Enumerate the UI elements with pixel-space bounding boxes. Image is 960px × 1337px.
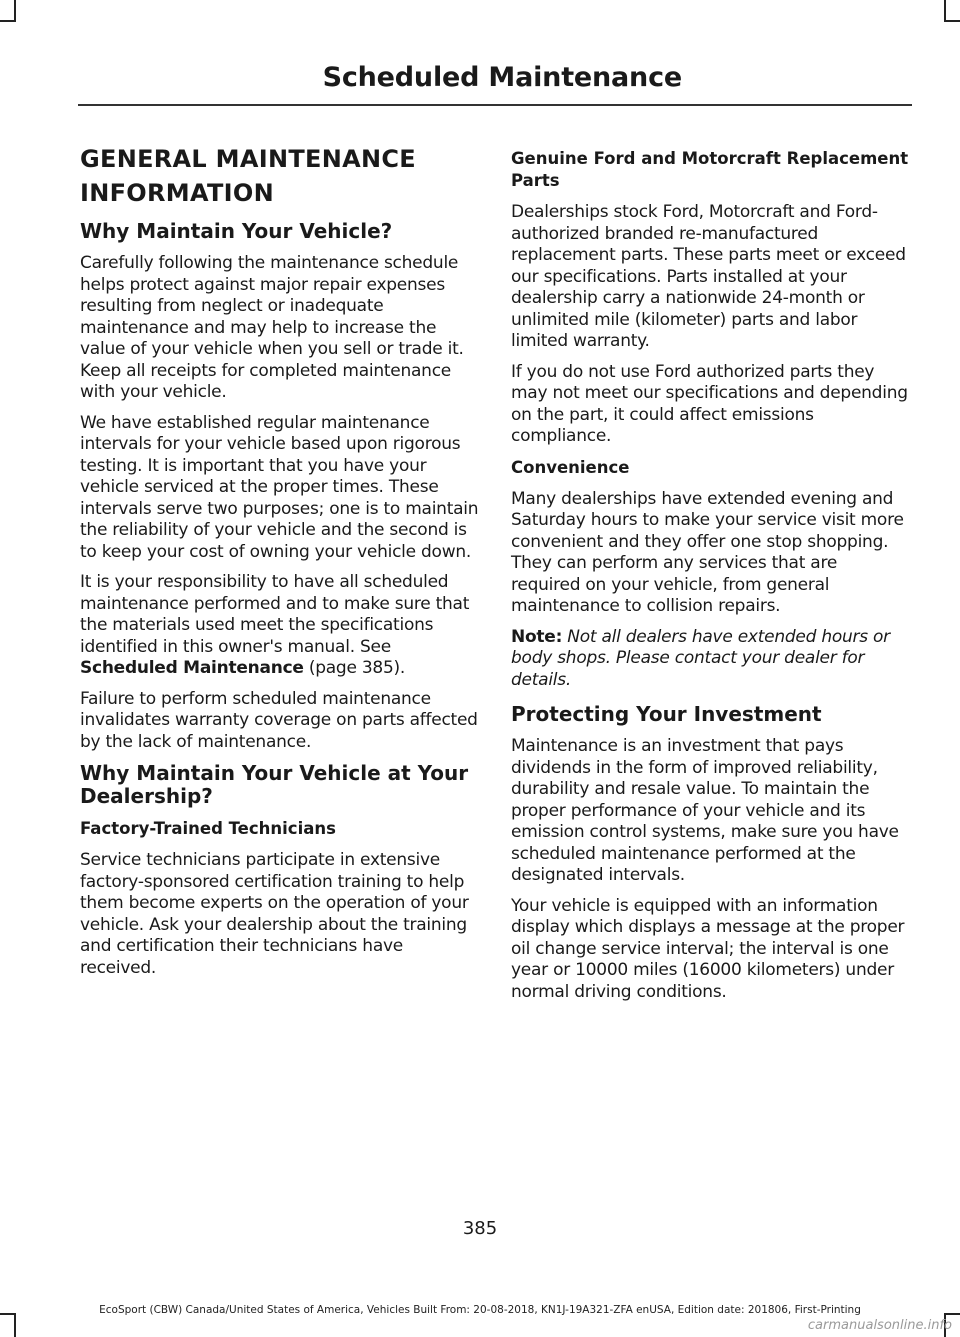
convenience-heading: Convenience	[511, 457, 630, 477]
note-text: Not all dealers have extended hours or body shops. Please contact your dealer for details.	[511, 626, 890, 690]
crop-mark	[14, 0, 16, 20]
page-reference: (page 385).	[308, 658, 406, 678]
page-number: 385	[462, 1218, 498, 1239]
dealership-heading: Why Maintain Your Vehicle at Your Dealership?	[80, 761, 469, 808]
paragraph: Many dealerships have extended evening and Saturday hours to make your service visit more convenient and they offer one stop shopping. They can perform any services that are required on your vehicle, from general maintenance to collision repairs.	[511, 488, 904, 616]
paragraph: Your vehicle is equipped with an information display which displays a message at the proper oil change service interval; the interval is one year or 10000 miles (16000 kilometers) under normal driving conditions.	[511, 895, 905, 1002]
crop-mark	[14, 1315, 16, 1337]
factory-trained-heading: Factory-Trained Technicians	[80, 819, 336, 838]
crop-mark	[944, 20, 960, 22]
paragraph	[80, 572, 480, 680]
watermark: carmanualsonline.info	[807, 1318, 952, 1333]
note-label: Note:	[511, 626, 563, 647]
left-column	[80, 142, 480, 988]
paragraph: Maintenance is an investment that pays dividends in the form of improved reliability, durability and resale value. To maintain the proper performance of your vehicle and its emission control systems, make sure you have scheduled maintenance performed at the designated intervals.	[511, 736, 899, 885]
paragraph: Dealerships stock Ford, Motorcraft and Ford-authorized branded re-manufactured replacement parts. These parts meet or exceed our specifications. Parts installed at your dealership carry a nationwide 24-month or unlimited mile (kilometer) parts and labor limited warranty.	[511, 202, 906, 351]
paragraph: We have established regular maintenance intervals for your vehicle based upon rigorous testing. It is important that you have your vehicle serviced at the proper times. These intervals serve two purposes; one is to maintain the reliability of your vehicle and the second is to keep your cost of owning your vehicle down.	[80, 412, 479, 562]
genuine-parts-heading: Genuine Ford and Motorcraft Replacement Parts	[511, 149, 909, 190]
paragraph-text: It is your responsibility to have all scheduled maintenance performed and to make sure that the materials used meet the specifications identified in this owner's manual. See	[80, 572, 470, 657]
paragraph: Failure to perform scheduled maintenance invalidates warranty coverage on parts affected by the lack of maintenance.	[80, 688, 478, 752]
why-maintain-heading: Why Maintain Your Vehicle?	[80, 219, 393, 243]
paragraph: Service technicians participate in extensive factory-sponsored certification training to help them become experts on the operation of your vehicle. Ask your dealership about the training and certification their technicians have received.	[80, 850, 469, 978]
edition-footer: EcoSport (CBW) Canada/United States of America, Vehicles Built From: 20-08-2018, KN1J-19A321-ZFA enUSA, Edition date: 201806, First-Printing	[99, 1304, 861, 1316]
header-divider	[78, 104, 912, 106]
crop-mark	[0, 20, 16, 22]
scheduled-maintenance-link[interactable]: Scheduled Maintenance	[80, 658, 304, 678]
protecting-investment-heading: Protecting Your Investment	[511, 702, 822, 726]
right-column	[511, 142, 911, 1012]
paragraph: Carefully following the maintenance schedule helps protect against major repair expenses resulting from neglect or inadequate maintenance and may help to increase the value of your vehicle when you sell or trade it. Keep all receipts for completed maintenance with your vehicle.	[80, 253, 464, 402]
general-maintenance-heading: GENERAL MAINTENANCE INFORMATION	[80, 145, 416, 207]
page-section-title: Scheduled Maintenance	[322, 62, 682, 93]
note	[511, 627, 911, 692]
paragraph: If you do not use Ford authorized parts they may not meet our specifications and depending on the part, it could affect emissions compliance.	[511, 361, 908, 446]
crop-mark	[944, 0, 946, 20]
